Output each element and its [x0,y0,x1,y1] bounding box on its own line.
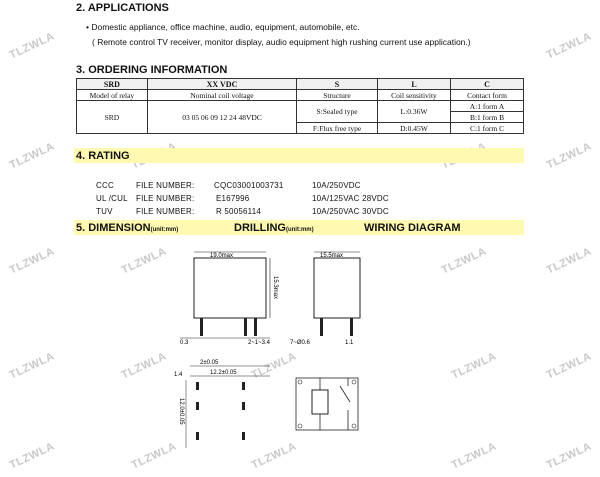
watermark-text: TLZWLA [439,245,489,277]
relay-front-view-drawing [290,246,370,346]
rating-band [74,148,524,163]
dim-height-1: 15.3max [272,276,278,300]
watermark-text: TLZWLA [449,440,499,472]
rating-label-2: FILE NUMBER: [136,207,195,216]
watermark-text: TLZWLA [544,350,594,382]
watermark-text: TLZWLA [544,140,594,172]
applications-line-2: ( Remote control TV receiver, monitor display, audio equipment high rushing current use application.) [92,37,471,47]
col-header-srd: SRD [77,79,148,90]
rating-number-2: R 50056114 [216,207,261,216]
applications-line-1: • Domestic appliance, office machine, audio, equipment, automobile, etc. [86,22,360,32]
col-header-contact: C [451,79,524,90]
rating-value-1: 10A/125VAC 28VDC [312,194,389,203]
voltage-values: 03 05 06 09 12 24 48VDC [147,101,296,134]
col-header-voltage: XX VDC [147,79,296,90]
ordering-heading: 3. ORDERING INFORMATION [76,64,228,76]
dim-width-2: 15.5max [320,253,344,259]
watermark-text: TLZWLA [249,440,299,472]
watermark-text: TLZWLA [119,350,169,382]
dim-d3: 7~Ø0.6 [290,340,310,346]
watermark-text: TLZWLA [7,140,57,172]
watermark-text: TLZWLA [544,440,594,472]
sub-model: Model of relay [77,90,148,101]
contact-c: C:1 form C [451,123,524,134]
watermark-text: TLZWLA [7,440,57,472]
dim-width-1: 19.0max [210,253,234,259]
applications-heading: 2. APPLICATIONS [76,2,169,14]
watermark-text: TLZWLA [544,245,594,277]
rating-number-1: E167996 [216,194,250,203]
watermark-text: TLZWLA [449,350,499,382]
watermark-text: TLZWLA [7,30,57,62]
sub-structure: Structure [297,90,378,101]
dim-d8: 12.0±0.05 [178,398,184,425]
dim-d4: 1.1 [345,340,354,346]
rating-agency-0: CCC [96,181,114,190]
wiring-diagram-drawing [290,372,370,442]
sensitivity-l: L:0.36W [377,101,450,123]
drilling-title: DRILLING [234,222,286,234]
rating-agency-2: TUV [96,207,113,216]
watermark-text: TLZWLA [249,350,299,382]
dim-d7: 1.4 [174,372,183,378]
rating-agency-1: UL /CUL [96,194,128,203]
dimension-heading [76,222,178,234]
col-header-sensitivity: L [377,79,450,90]
drilling-pattern-drawing [170,358,280,458]
relay-side-view-drawing [170,246,280,346]
dimension-title: 5. DIMENSION [76,222,151,234]
watermark-text: TLZWLA [7,350,57,382]
dim-d1: 0.3 [180,340,189,346]
sub-voltage: Nominal coil voltage [147,90,296,101]
watermark-text: TLZWLA [119,245,169,277]
rating-number-0: CQC03001003731 [214,181,284,190]
sub-sensitivity: Coil sensitivity [377,90,450,101]
structure-flux: F:Flux free type [297,123,378,134]
sub-contact: Contact form [451,90,524,101]
rating-value-2: 10A/250VAC 30VDC [312,207,389,216]
drilling-unit: (unit:mm) [285,227,314,233]
dim-d2: 2~1~3.4 [248,340,271,346]
col-header-structure: S [297,79,378,90]
watermark-text: TLZWLA [544,30,594,62]
sensitivity-d: D:0.45W [377,123,450,134]
drilling-heading [234,222,314,234]
dimension-unit: (unit:mm) [150,227,179,233]
ordering-table [76,78,524,134]
contact-a: A:1 form A [451,101,524,112]
rating-label-0: FILE NUMBER: [136,181,195,190]
rating-label-1: FILE NUMBER: [136,194,195,203]
watermark-text: TLZWLA [129,440,179,472]
structure-sealed: S:Sealed type [297,101,378,123]
watermark-text: TLZWLA [7,245,57,277]
dim-d5: 2±0.05 [200,360,219,366]
wiring-heading: WIRING DIAGRAM [364,222,461,234]
dim-d6: 12.2±0.05 [210,370,237,376]
contact-b: B:1 form B [451,112,524,123]
rating-value-0: 10A/250VDC [312,181,361,190]
model-value: SRD [77,101,148,134]
rating-heading: 4. RATING [76,150,130,162]
